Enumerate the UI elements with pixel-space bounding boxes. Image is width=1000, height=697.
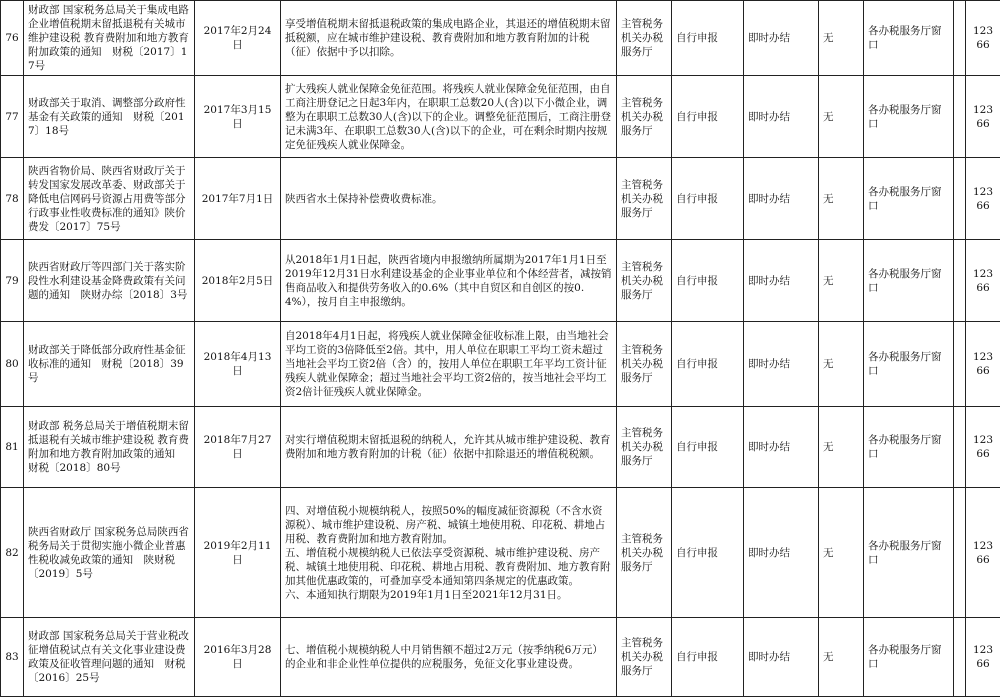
service-location: 各办税服务厅窗口 [864,322,954,407]
fee: 无 [819,76,864,158]
handling-department: 主管税务机关办税服务厅 [617,488,672,618]
handling-department: 主管税务机关办税服务厅 [617,322,672,407]
policy-content: 从2018年1月1日起，陕西省境内申报缴纳所属期为2017年1月1日至2019年12月31日水利建设基金的企业事业单位和个体经营者，减按销售商品收入和提供劳务收入的0.6%（其中自贸区和自创区的按0.4%），按月自主申报缴纳。 [281,240,617,322]
policy-content: 四、对增值税小规模纳税人，按照50%的幅度减征资源税（不含水资源税）、城市维护建设税、房产税、城镇土地使用税、印花税、耕地占用税、教育费附加和地方教育附加。 五、增值税小规模纳税人已依法享受资源税、城市维护建设税、房产税、城镇土地使用税、印花税、耕地占用税、教育费附加、地方教育附加其他优惠政策的，可叠加享受本通知第四条规定的优惠政策。 六、本通知执行期限为2019年1月1日至2021年12月31日。 [281,488,617,618]
service-location: 各办税服务厅窗口 [864,618,954,697]
spacer-cell [954,1,966,76]
time-limit: 即时办结 [744,407,819,488]
handling-department: 主管税务机关办税服务厅 [617,407,672,488]
policy-content: 享受增值税期末留抵退税政策的集成电路企业，其退还的增值税期末留抵税额，应在城市维护建设税、教育费附加和地方教育附加的计税（征）依据中予以扣除。 [281,1,617,76]
service-location: 各办税服务厅窗口 [864,240,954,322]
effective-date: 2017年2月24日 [195,1,281,76]
document-title: 财政部 税务总局关于增值税期末留抵退税有关城市维护建设税 教育费附加和地方教育附加政策的通知 财税〔2018〕80号 [24,407,195,488]
row-number: 78 [1,158,24,240]
table-row [1,618,1000,697]
time-limit: 即时办结 [744,158,819,240]
document-title: 陕西省财政厅等四部门关于落实阶段性水利建设基金降费政策有关问题的通知 陕财办综〔2018〕3号 [24,240,195,322]
hotline-number: 12366 [966,618,1000,697]
handling-method: 自行申报 [672,240,744,322]
policy-content: 陕西省水土保持补偿费收费标准。 [281,158,617,240]
effective-date: 2019年2月11日 [195,488,281,618]
effective-date: 2017年7月1日 [195,158,281,240]
handling-department: 主管税务机关办税服务厅 [617,1,672,76]
document-title: 财政部 国家税务总局关于营业税改征增值税试点有关文化事业建设费政策及征收管理问题的通知 财税〔2016〕25号 [24,618,195,697]
time-limit: 即时办结 [744,618,819,697]
time-limit: 即时办结 [744,76,819,158]
hotline-number: 12366 [966,407,1000,488]
row-number: 83 [1,618,24,697]
policy-content: 扩大残疾人就业保障金免征范围。将残疾人就业保障金免征范围，由自工商注册登记之日起3年内，在职职工总数20人(含)以下小微企业，调整为在职职工总数30人(含)以下的企业。调整免征范围后，工商注册登记未满3年、在职职工总数30人(含)以下的企业，可在剩余时期内按规定免征残疾人就业保障金。 [281,76,617,158]
spacer-cell [954,618,966,697]
policy-content: 自2018年4月1日起，将残疾人就业保障金征收标准上限，由当地社会平均工资的3倍降低至2倍。其中，用人单位在职职工平均工资未超过当地社会平均工资2倍（含）的，按用人单位在职职工年平均工资计征残疾人就业保障金；超过当地社会平均工资2倍的，按当地社会平均工资2倍计征残疾人就业保障金。 [281,322,617,407]
row-number: 80 [1,322,24,407]
row-number: 82 [1,488,24,618]
effective-date: 2018年2月5日 [195,240,281,322]
spacer-cell [954,76,966,158]
service-location: 各办税服务厅窗口 [864,1,954,76]
handling-method: 自行申报 [672,1,744,76]
handling-method: 自行申报 [672,322,744,407]
row-number: 77 [1,76,24,158]
handling-method: 自行申报 [672,158,744,240]
fee: 无 [819,158,864,240]
spacer-cell [954,322,966,407]
handling-department: 主管税务机关办税服务厅 [617,618,672,697]
spacer-cell [954,240,966,322]
fee: 无 [819,618,864,697]
service-location: 各办税服务厅窗口 [864,158,954,240]
document-title: 财政部关于降低部分政府性基金征收标准的通知 财税〔2018〕39号 [24,322,195,407]
hotline-number: 12366 [966,240,1000,322]
service-location: 各办税服务厅窗口 [864,76,954,158]
fee: 无 [819,240,864,322]
table-row [1,407,1000,488]
hotline-number: 12366 [966,158,1000,240]
table-row [1,158,1000,240]
hotline-number: 12366 [966,1,1000,76]
table-row [1,322,1000,407]
table-row [1,488,1000,618]
fee: 无 [819,407,864,488]
fee: 无 [819,322,864,407]
time-limit: 即时办结 [744,322,819,407]
spacer-cell [954,488,966,618]
hotline-number: 12366 [966,76,1000,158]
fee: 无 [819,1,864,76]
handling-method: 自行申报 [672,407,744,488]
service-location: 各办税服务厅窗口 [864,488,954,618]
document-title: 陕西省财政厅 国家税务总局陕西省税务局关于贯彻实施小微企业普惠性税收减免政策的通知 陕财税〔2019〕5号 [24,488,195,618]
handling-department: 主管税务机关办税服务厅 [617,158,672,240]
row-number: 79 [1,240,24,322]
policy-content: 七、增值税小规模纳税人中月销售额不超过2万元（按季纳税6万元）的企业和非企业性单位提供的应税服务，免征文化事业建设费。 [281,618,617,697]
effective-date: 2018年4月13日 [195,322,281,407]
table-row [1,1,1000,76]
time-limit: 即时办结 [744,488,819,618]
handling-department: 主管税务机关办税服务厅 [617,76,672,158]
document-title: 陕西省物价局、陕西省财政厅关于转发国家发展改革委、财政部关于降低电信网码号资源占用费等部分行政事业性收费标准的通知》陕价费发〔2017〕75号 [24,158,195,240]
effective-date: 2017年3月15日 [195,76,281,158]
handling-method: 自行申报 [672,488,744,618]
document-title: 财政部 国家税务总局关于集成电路企业增值税期末留抵退税有关城市维护建设税 教育费附加和地方教育附加政策的通知 财税〔2017〕17号 [24,1,195,76]
effective-date: 2018年7月27日 [195,407,281,488]
service-location: 各办税服务厅窗口 [864,407,954,488]
table-row [1,76,1000,158]
hotline-number: 12366 [966,322,1000,407]
row-number: 76 [1,1,24,76]
time-limit: 即时办结 [744,240,819,322]
time-limit: 即时办结 [744,1,819,76]
hotline-number: 12366 [966,488,1000,618]
handling-method: 自行申报 [672,76,744,158]
spacer-cell [954,158,966,240]
spacer-cell [954,407,966,488]
policy-content: 对实行增值税期末留抵退税的纳税人，允许其从城市维护建设税、教育费附加和地方教育附加的计税（征）依据中扣除退还的增值税税额。 [281,407,617,488]
row-number: 81 [1,407,24,488]
handling-department: 主管税务机关办税服务厅 [617,240,672,322]
effective-date: 2016年3月28日 [195,618,281,697]
fee: 无 [819,488,864,618]
document-title: 财政部关于取消、调整部分政府性基金有关政策的通知 财税〔2017〕18号 [24,76,195,158]
handling-method: 自行申报 [672,618,744,697]
table-row [1,240,1000,322]
table-body [1,1,1000,697]
